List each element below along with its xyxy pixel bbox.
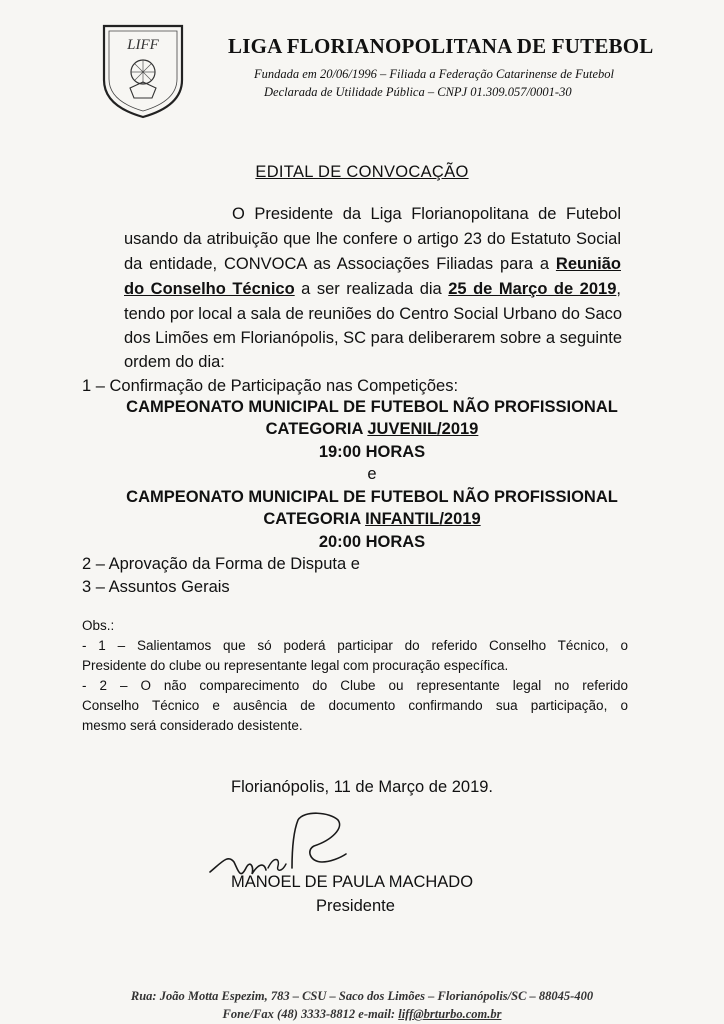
agenda-item-2: 2 – Aprovação da Forma de Disputa e — [82, 555, 360, 573]
body-line-4: do Conselho Técnico a ser realizada dia 25 de Março de 2019, — [124, 280, 621, 298]
city-date: Florianópolis, 11 de Março de 2019. — [230, 778, 494, 796]
signer-name: MANOEL DE PAULA MACHADO — [231, 873, 474, 891]
body-line-5: tendo por local a sala de reuniões do Centro Social Urbano do Saco — [124, 305, 623, 323]
competition-1-category: CATEGORIA JUVENIL/2019 — [265, 420, 479, 438]
conjunction: e — [367, 465, 377, 483]
obs-line-3: - 2 – O não comparecimento do Clube ou representante legal no referido — [82, 678, 628, 693]
obs-line-1: - 1 – Salientamos que só poderá participar do referido Conselho Técnico, o — [82, 638, 628, 653]
obs-label: Obs.: — [82, 618, 115, 633]
meeting-name-part1: Reunião — [555, 255, 621, 273]
competition-2-time: 20:00 HORAS — [318, 533, 426, 551]
agenda-item-3: 3 – Assuntos Gerais — [82, 578, 230, 596]
org-name: LIGA FLORIANOPOLITANA DE FUTEBOL — [228, 34, 654, 58]
body-line-3: da entidade, CONVOCA as Associações Filiadas para a Reunião — [124, 255, 621, 273]
body-line-2: usando da atribuição que lhe confere o artigo 23 do Estatuto Social — [124, 230, 621, 248]
obs-line-4: Conselho Técnico e ausência de documento confirmando sua participação, o — [82, 698, 628, 713]
footer-address: Rua: João Motta Espezim, 783 – CSU – Saco dos Limões – Florianópolis/SC – 88045-400 — [130, 989, 594, 1003]
competition-2-title: CAMPEONATO MUNICIPAL DE FUTEBOL NÃO PROFISSIONAL — [126, 488, 618, 506]
footer-email-link[interactable]: liff@brturbo.com.br — [398, 1007, 502, 1021]
competition-2-category: CATEGORIA INFANTIL/2019 — [263, 510, 481, 528]
logo-text: LIFF — [127, 37, 159, 53]
declared-line: Declarada de Utilidade Pública – CNPJ 01.309.057/0001-30 — [264, 85, 572, 99]
signer-title: Presidente — [316, 897, 395, 915]
obs-line-2: Presidente do clube ou representante legal com procuração específica. — [82, 658, 509, 673]
competition-1-title: CAMPEONATO MUNICIPAL DE FUTEBOL NÃO PROFISSIONAL — [126, 398, 618, 416]
obs-line-5: mesmo será considerado desistente. — [82, 718, 303, 733]
document-title: EDITAL DE CONVOCAÇÃO — [255, 163, 469, 181]
competition-1-time: 19:00 HORAS — [318, 443, 426, 461]
meeting-date: 25 de Março de 2019 — [448, 280, 617, 298]
liff-logo — [100, 22, 186, 120]
founded-line: Fundada em 20/06/1996 – Filiada a Federação Catarinense de Futebol — [254, 67, 615, 81]
meeting-name-part2: do Conselho Técnico — [124, 280, 295, 298]
agenda-item-1: 1 – Confirmação de Participação nas Competições: — [82, 377, 459, 395]
body-line-6: dos Limões em Florianópolis, SC para deliberarem sobre a seguinte — [124, 329, 623, 347]
body-line-1: O Presidente da Liga Florianopolitana de Futebol — [232, 205, 621, 223]
body-line-7: ordem do dia: — [124, 353, 225, 371]
footer-contact: Fone/Fax (48) 3333-8812 e-mail: liff@brturbo.com.br — [222, 1007, 502, 1021]
